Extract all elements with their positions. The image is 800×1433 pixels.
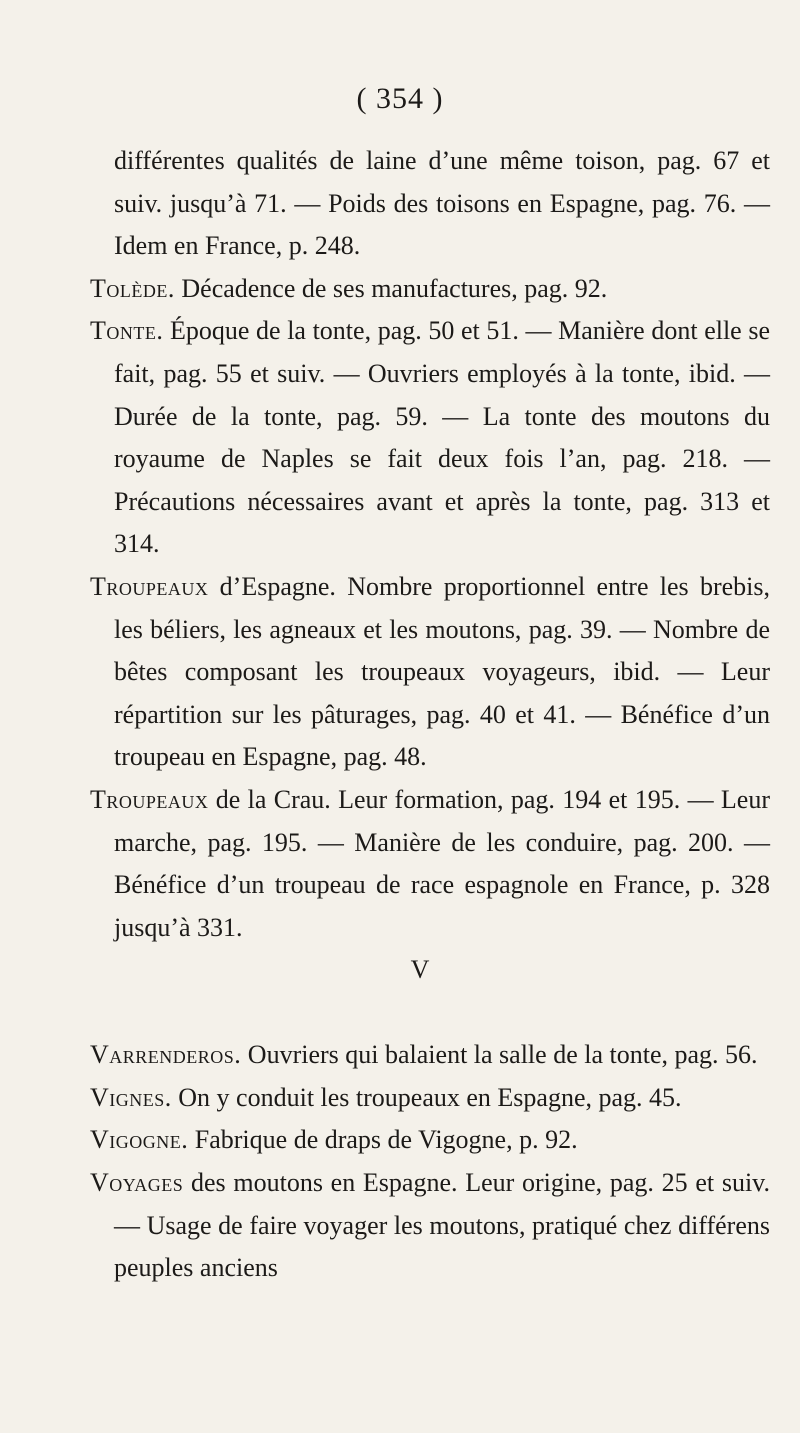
index-entry-troupeaux-crau — [90, 779, 770, 949]
entry-headword: Vignes. — [90, 1082, 172, 1112]
index-entry-tonte — [90, 310, 770, 566]
index-entry-varrenderos — [90, 1034, 770, 1077]
entry-text: des moutons en Espagne. Leur origine, pag. 25 et suiv. — Usage de faire voyager les moutons, pratiqué chez différens peuples anciens — [114, 1168, 770, 1283]
entry-text: Fabrique de draps de Vigogne, p. 92. — [188, 1125, 578, 1155]
entry-text: On y conduit les troupeaux en Espagne, pag. 45. — [171, 1082, 682, 1112]
index-entry-continuation — [90, 140, 770, 268]
entry-headword: Troupeaux — [90, 784, 209, 814]
entry-text: différentes qualités de laine d’une même toison, pag. 67 et suiv. jusqu’à 71. — Poids des toisons en Espagne, pag. 76. — Idem en France, p. 248. — [114, 146, 770, 261]
index-entry-vigogne — [90, 1119, 770, 1162]
entry-headword: Tolède. — [90, 273, 175, 303]
entry-text: Ouvriers qui balaient la salle de la tonte, pag. 56. — [241, 1040, 758, 1070]
page-number: ( 354 ) — [356, 82, 444, 115]
index-entry-voyages — [90, 1162, 770, 1290]
entry-text: de la Crau. Leur formation, pag. 194 et 195. — Leur marche, pag. 195. — Manière de les conduire, pag. 200. — Bénéfice d’un troupeau de race espagnole en France, p. 328 jusqu’à 331. — [114, 784, 770, 942]
entry-headword: Tonte. — [90, 316, 164, 346]
entry-headword: Varrenderos. — [90, 1040, 242, 1070]
entry-text: Époque de la tonte, pag. 50 et 51. — Manière dont elle se fait, pag. 55 et suiv. — Ouvriers employés à la tonte, ibid. — Durée de la tonte, pag. 59. — La tonte des moutons du royaume de Naples se fait deux fois l’an, pag. 218. — Précautions nécessaires avant et après la tonte, pag. 313 et 314. — [114, 316, 770, 559]
entry-headword: Vigogne. — [90, 1125, 189, 1155]
entry-headword: Voyages — [90, 1168, 184, 1198]
index-entries — [90, 140, 770, 1290]
section-letter: V — [410, 955, 430, 985]
entry-text: d’Espagne. Nombre proportionnel entre les brebis, les béliers, les agneaux et les moutons, pag. 39. — Nombre de bêtes composant les troupeaux voyageurs, ibid. — Leur répartition sur les pâturages, pag. 40 et 41. — Bénéfice d’un troupeau en Espagne, pag. 48. — [114, 571, 770, 772]
entry-text: Décadence de ses manufactures, pag. 92. — [174, 273, 608, 303]
entry-headword: Troupeaux — [90, 571, 209, 601]
index-entry-vignes — [90, 1077, 770, 1120]
index-entry-tolede — [90, 268, 770, 311]
index-entry-troupeaux-espagne — [90, 566, 770, 779]
section-letter-heading — [90, 949, 770, 1034]
